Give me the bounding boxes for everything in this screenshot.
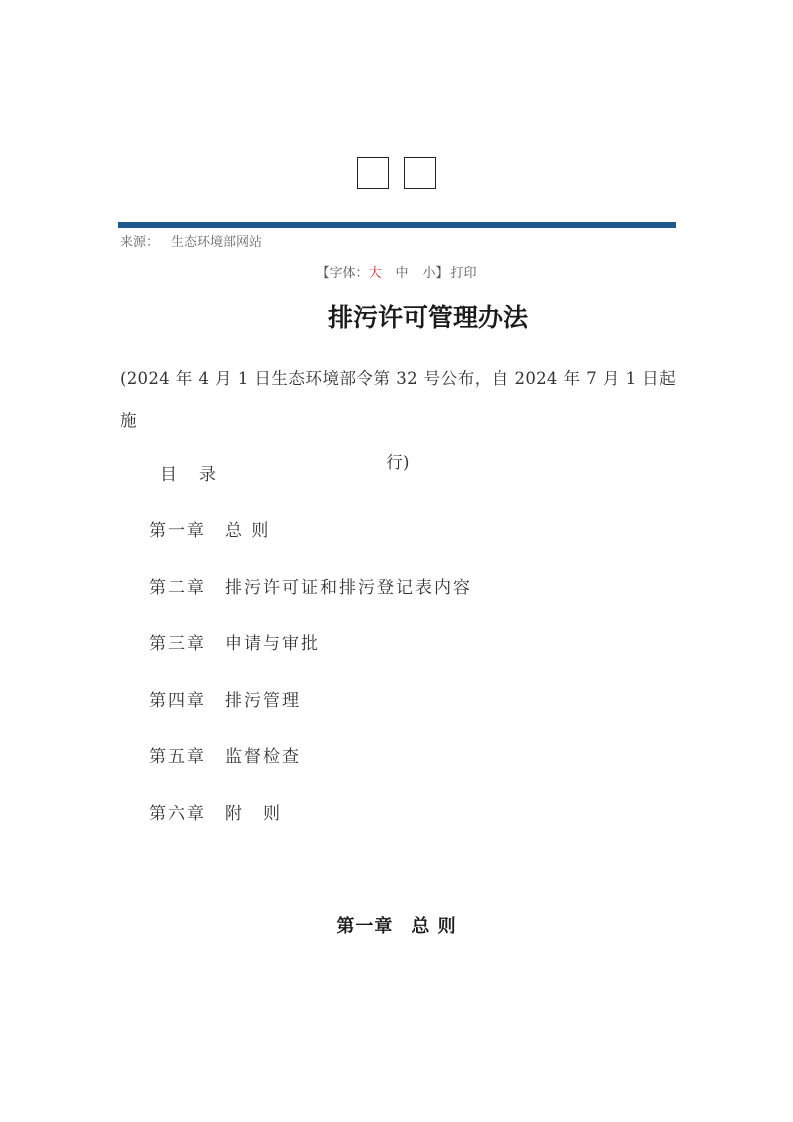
- toc-chapter-name: 排污许可证和排污登记表内容: [225, 577, 472, 598]
- toc-item[interactable]: [149, 742, 472, 799]
- header-logo-box-left: [357, 157, 389, 189]
- toc-item[interactable]: [149, 629, 472, 686]
- toc-chapter-name: 总 则: [225, 521, 271, 541]
- source-line: [120, 231, 262, 250]
- toc-item[interactable]: [149, 799, 472, 856]
- toc-chapter-number: 第四章: [149, 690, 206, 711]
- toc-chapter-name: 附 则: [225, 803, 282, 824]
- toc-heading: 目录: [160, 465, 238, 485]
- source-value: 生态环境部网站: [171, 235, 263, 250]
- font-size-small-button[interactable]: 小: [422, 266, 436, 281]
- font-controls-suffix: 】: [435, 266, 449, 281]
- header-logo-box-right: [404, 157, 436, 189]
- subtitle-line-2: 行): [386, 453, 410, 472]
- toc-chapter-number: 第五章: [149, 747, 206, 767]
- toc-chapter-number: 第一章: [149, 521, 206, 541]
- font-size-large-button[interactable]: 大: [368, 266, 382, 281]
- table-of-contents: [149, 516, 472, 855]
- toc-chapter-name: 监督检查: [225, 747, 301, 767]
- subtitle-line-1: (2024 年 4 月 1 日生态环境部令第 32 号公布，自 2024 年 7 月 1 日起施: [120, 369, 676, 430]
- toc-item[interactable]: [149, 516, 472, 573]
- chapter-heading-number: 第一章: [336, 916, 394, 937]
- source-label: 来源：: [120, 235, 160, 250]
- print-button[interactable]: 打印: [450, 266, 477, 281]
- toc-chapter-number: 第六章: [149, 803, 206, 824]
- document-title: 排污许可管理办法: [327, 303, 528, 332]
- font-size-medium-button[interactable]: 中: [395, 266, 409, 281]
- toc-chapter-number: 第三章: [149, 634, 206, 654]
- toc-chapter-number: 第二章: [149, 577, 206, 598]
- toc-chapter-name: 排污管理: [225, 690, 301, 711]
- toc-chapter-name: 申请与审批: [225, 634, 320, 654]
- font-controls-prefix: 【字体：: [316, 266, 369, 281]
- toc-item[interactable]: [149, 573, 472, 630]
- header-divider: [118, 222, 676, 228]
- chapter-heading-name: 总 则: [411, 916, 457, 937]
- font-size-controls: [0, 262, 793, 281]
- toc-item[interactable]: [149, 686, 472, 743]
- chapter-heading: [0, 912, 793, 938]
